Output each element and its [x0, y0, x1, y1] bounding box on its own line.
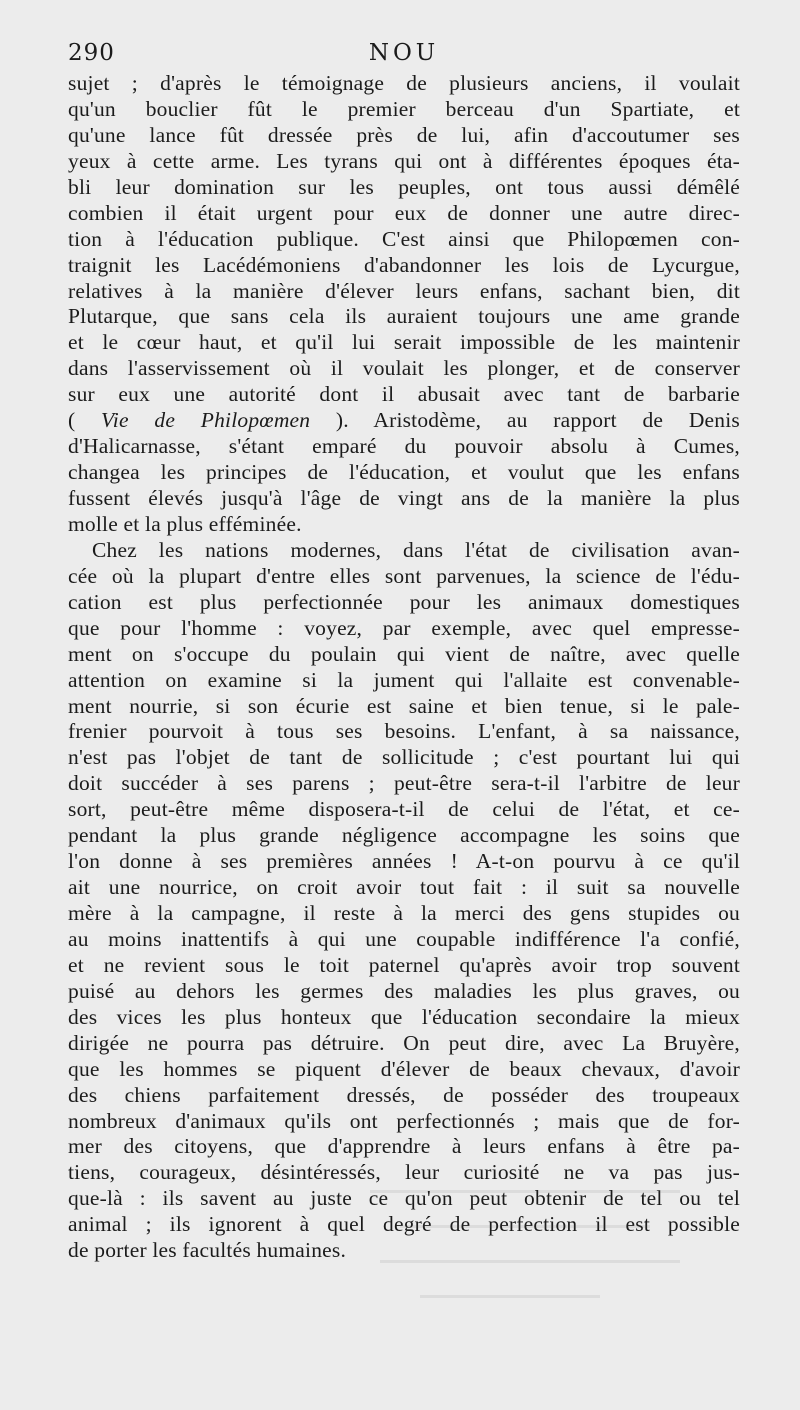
text-line: sort, peut-être même disposera-t-il de celui de l'état, et ce-: [68, 797, 740, 822]
text-line: Plutarque, que sans cela ils auraient toujours une ame grande: [68, 304, 740, 329]
body-text: [68, 71, 740, 1264]
text-line: ment on s'occupe du poulain qui vient de naître, avec quelle: [68, 641, 740, 666]
text-line: et ne revient sous le toit paternel qu'après avoir trop souvent: [68, 952, 740, 977]
text-line: de porter les facultés humaines.: [68, 1238, 347, 1263]
text-line: doit succéder à ses parens ; peut-être sera-t-il l'arbitre de leur: [68, 771, 740, 796]
paragraph: [68, 538, 740, 1264]
text-line: Chez les nations modernes, dans l'état de civilisation avan-: [92, 537, 740, 562]
text-line: nombreux d'animaux qu'ils ont perfectionnés ; mais que de for-: [68, 1108, 740, 1133]
text-line: que pour l'homme : voyez, par exemple, avec quel empresse-: [68, 615, 740, 640]
text-line: ( Vie de Philopœmen ). Aristodème, au rapport de Denis: [68, 408, 740, 433]
text-line: combien il était urgent pour eux de donner une autre direc-: [68, 200, 740, 225]
page-number: 290: [68, 40, 115, 66]
text-line: bli leur domination sur les peuples, ont tous aussi démêlé: [68, 174, 740, 199]
text-line: dirigée ne pourra pas détruire. On peut dire, avec La Bruyère,: [68, 1030, 740, 1055]
text-line: l'on donne à ses premières années ! A-t-on pourvu à ce qu'il: [68, 849, 740, 874]
text-line: au moins inattentifs à qui une coupable indifférence l'a confié,: [68, 926, 740, 951]
text-line: changea les principes de l'éducation, et voulut que les enfans: [68, 460, 740, 485]
text-line: n'est pas l'objet de tant de sollicitude ; c'est pourtant lui qui: [68, 745, 740, 770]
text-line: sur eux une autorité dont il abusait avec tant de barbarie: [68, 382, 740, 407]
text-line: tiens, courageux, désintéressés, leur curiosité ne va pas jus-: [68, 1160, 740, 1185]
text-line: animal ; ils ignorent à quel degré de perfection il est possible: [68, 1212, 740, 1237]
page-header: [68, 40, 740, 70]
text-line: molle et la plus efféminée.: [68, 511, 302, 536]
text-line: yeux à cette arme. Les tyrans qui ont à différentes époques éta-: [68, 148, 740, 173]
text-line: cée où la plupart d'entre elles sont parvenues, la science de l'édu-: [68, 563, 740, 588]
text-line: que les hommes se piquent d'élever de beaux chevaux, d'avoir: [68, 1056, 740, 1081]
text-line: attention on examine si la jument qui l'allaite est convenable-: [68, 667, 740, 692]
text-line: fussent élevés jusqu'à l'âge de vingt ans de la manière la plus: [68, 486, 740, 510]
text-line: qu'une lance fût dressée près de lui, afin d'accoutumer ses: [68, 122, 740, 147]
text-line: et le cœur haut, et qu'il lui serait impossible de les maintenir: [68, 330, 740, 355]
text-line: dans l'asservissement où il voulait les plonger, et de conserver: [68, 356, 740, 381]
text-line: ait une nourrice, on croit avoir tout fait : il suit sa nouvelle: [68, 875, 740, 900]
text-line: mère à la campagne, il reste à la merci des gens stupides ou: [68, 901, 740, 925]
text-line: traignit les Lacédémoniens d'abandonner les lois de Lycurgue,: [68, 252, 740, 277]
text-line: ment nourrie, si son écurie est saine et bien tenue, si le pale-: [68, 693, 740, 718]
work-title: Vie de Philopœmen: [101, 408, 311, 433]
running-head: NOU: [368, 40, 440, 66]
text-line: des chiens parfaitement dressés, de posséder des troupeaux: [68, 1082, 740, 1107]
text-line: puisé au dehors les germes des maladies les plus graves, ou: [68, 978, 740, 1003]
text-line: pendant la plus grande négligence accompagne les soins que: [68, 823, 740, 848]
text-line: relatives à la manière d'élever leurs enfans, sachant bien, dit: [68, 278, 740, 303]
paragraph: [68, 71, 740, 538]
text-line: cation est plus perfectionnée pour les animaux domestiques: [68, 589, 740, 614]
text-line: sujet ; d'après le témoignage de plusieurs anciens, il voulait: [68, 71, 740, 95]
text-line: d'Halicarnasse, s'étant emparé du pouvoir absolu à Cumes,: [68, 434, 740, 459]
text-line: qu'un bouclier fût le premier berceau d'un Spartiate, et: [68, 96, 740, 121]
text-line: frenier pourvoit à tous ses besoins. L'enfant, à sa naissance,: [68, 719, 740, 744]
text-line: mer des citoyens, que d'apprendre à leurs enfans à être pa-: [68, 1134, 740, 1159]
text-line: des vices les plus honteux que l'éducation secondaire la mieux: [68, 1004, 740, 1029]
text-line: que-là : ils savent au juste ce qu'on peut obtenir de tel ou tel: [68, 1186, 740, 1211]
text-line: tion à l'éducation publique. C'est ainsi que Philopœmen con-: [68, 226, 740, 251]
